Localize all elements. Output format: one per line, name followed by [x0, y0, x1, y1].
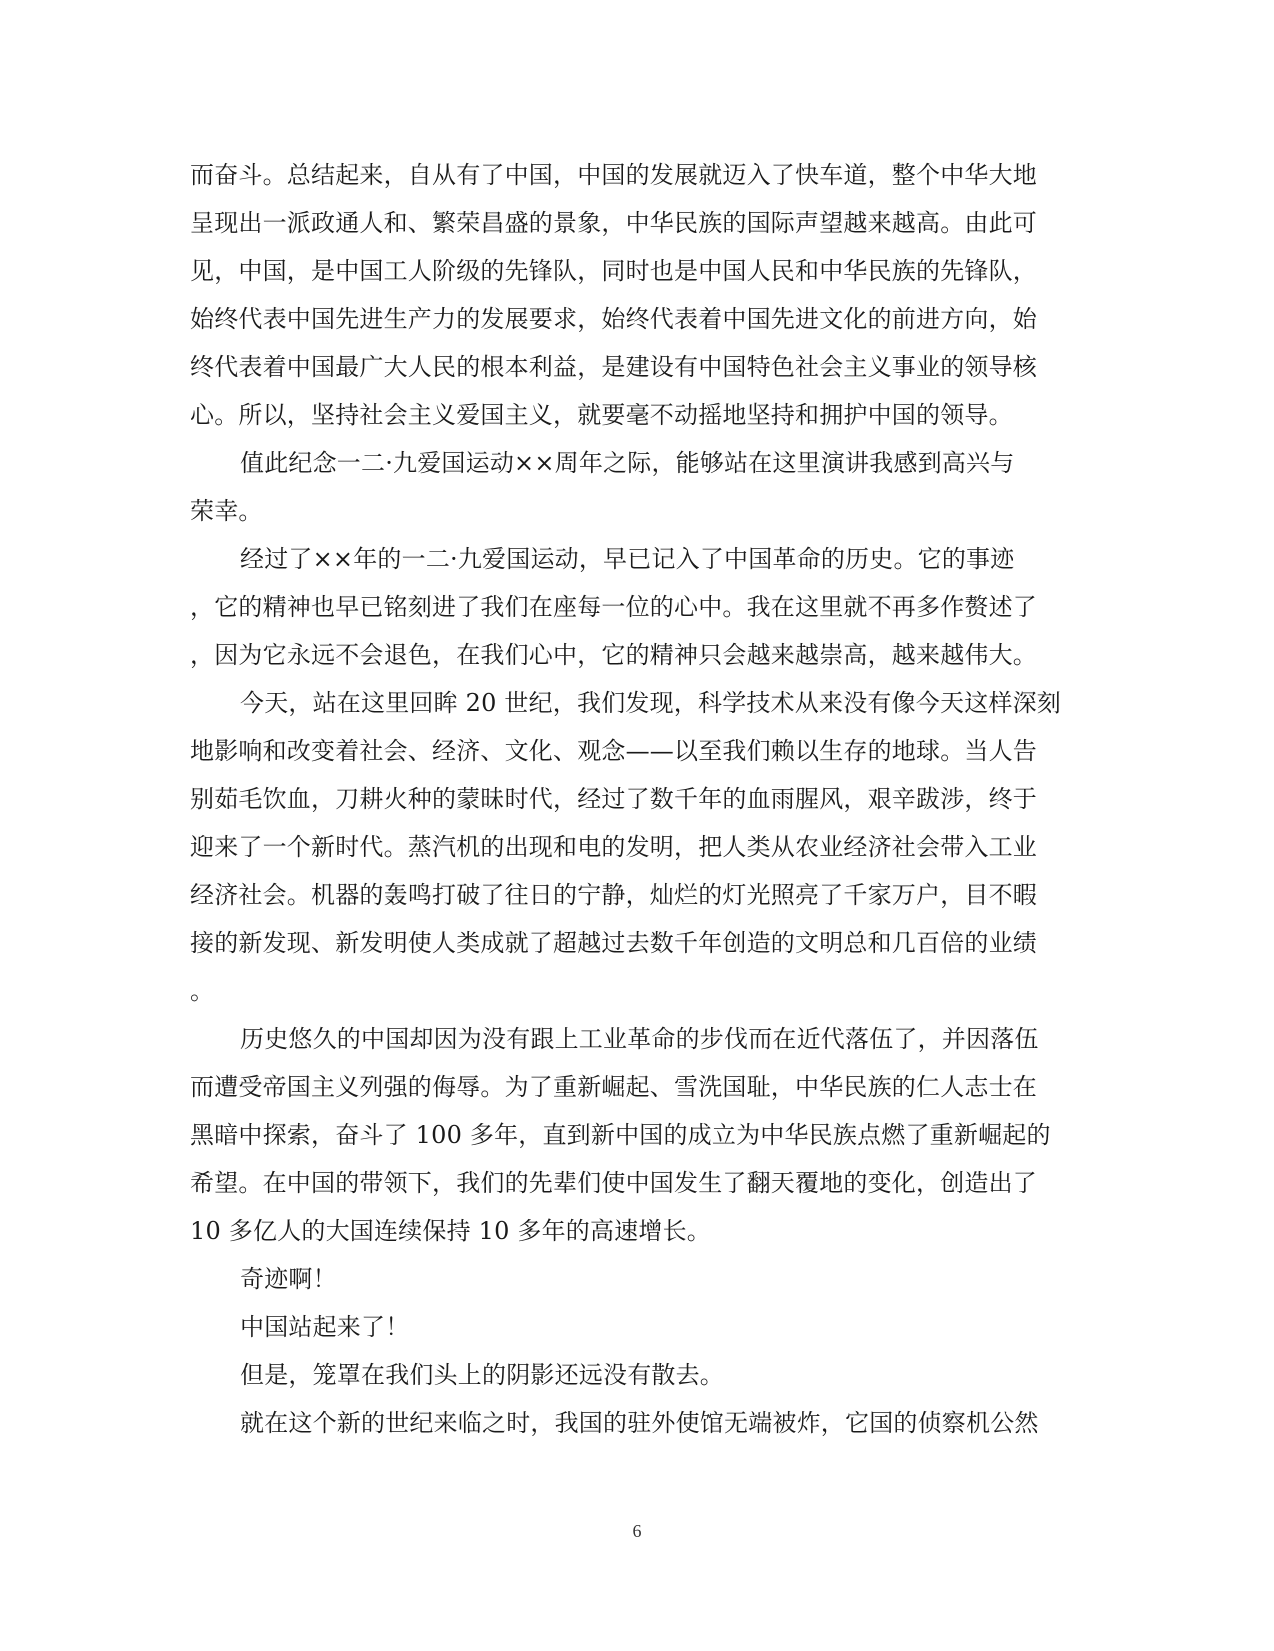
- text-line: 荣幸。: [190, 497, 263, 525]
- text-line: 奇迹啊！: [240, 1265, 337, 1293]
- text-line: 别茹毛饮血，刀耕火种的蒙昧时代，经过了数千年的血雨腥风，艰辛跋涉，终于: [190, 785, 1037, 813]
- text-line: 地影响和改变着社会、经济、文化、观念——以至我们赖以生存的地球。当人告: [190, 737, 1037, 765]
- text-line: 而遭受帝国主义列强的侮辱。为了重新崛起、雪洗国耻，中华民族的仁人志士在: [190, 1073, 1037, 1101]
- text-line: 接的新发现、新发明使人类成就了超越过去数千年创造的文明总和几百倍的业绩: [190, 929, 1037, 957]
- text-line: ，因为它永远不会退色，在我们心中，它的精神只会越来越崇高，越来越伟大。: [190, 641, 1037, 669]
- text-line: 中国站起来了！: [240, 1313, 410, 1341]
- text-line: 终代表着中国最广大人民的根本利益，是建设有中国特色社会主义事业的领导核: [190, 353, 1037, 381]
- text-line: 心。所以，坚持社会主义爱国主义，就要毫不动摇地坚持和拥护中国的领导。: [190, 401, 1013, 429]
- text-line: 而奋斗。总结起来，自从有了中国，中国的发展就迈入了快车道，整个中华大地: [190, 161, 1037, 189]
- text-line: 今天，站在这里回眸 20 世纪，我们发现，科学技术从来没有像今天这样深刻: [240, 689, 1061, 717]
- text-line: 历史悠久的中国却因为没有跟上工业革命的步伐而在近代落伍了，并因落伍: [240, 1025, 1039, 1053]
- text-line: 10 多亿人的大国连续保持 10 多年的高速增长。: [190, 1217, 711, 1245]
- text-line: ，它的精神也早已铭刻进了我们在座每一位的心中。我在这里就不再多作赘述了: [190, 593, 1037, 621]
- text-line: 但是，笼罩在我们头上的阴影还远没有散去。: [240, 1361, 724, 1389]
- text-line: 呈现出一派政通人和、繁荣昌盛的景象，中华民族的国际声望越来越高。由此可: [190, 209, 1037, 237]
- page-number: 6: [632, 1521, 642, 1541]
- text-line: 。: [190, 977, 215, 1005]
- text-line: 迎来了一个新时代。蒸汽机的出现和电的发明，把人类从农业经济社会带入工业: [190, 833, 1037, 861]
- text-line: 经济社会。机器的轰鸣打破了往日的宁静，灿烂的灯光照亮了千家万户，目不暇: [190, 881, 1037, 909]
- text-line: 希望。在中国的带领下，我们的先辈们使中国发生了翻天覆地的变化，创造出了: [190, 1169, 1037, 1197]
- text-line: 就在这个新的世纪来临之时，我国的驻外使馆无端被炸，它国的侦察机公然: [240, 1409, 1039, 1437]
- text-line: 始终代表中国先进生产力的发展要求，始终代表着中国先进文化的前进方向，始: [190, 305, 1037, 333]
- text-line: 经过了××年的一二·九爱国运动，早已记入了中国革命的历史。它的事迹: [240, 545, 1015, 573]
- text-line: 见，中国，是中国工人阶级的先锋队，同时也是中国人民和中华民族的先锋队，: [190, 257, 1037, 285]
- text-line: 值此纪念一二·九爱国运动××周年之际，能够站在这里演讲我感到高兴与: [240, 449, 1015, 477]
- text-line: 黑暗中探索，奋斗了 100 多年，直到新中国的成立为中华民族点燃了重新崛起的: [190, 1121, 1051, 1149]
